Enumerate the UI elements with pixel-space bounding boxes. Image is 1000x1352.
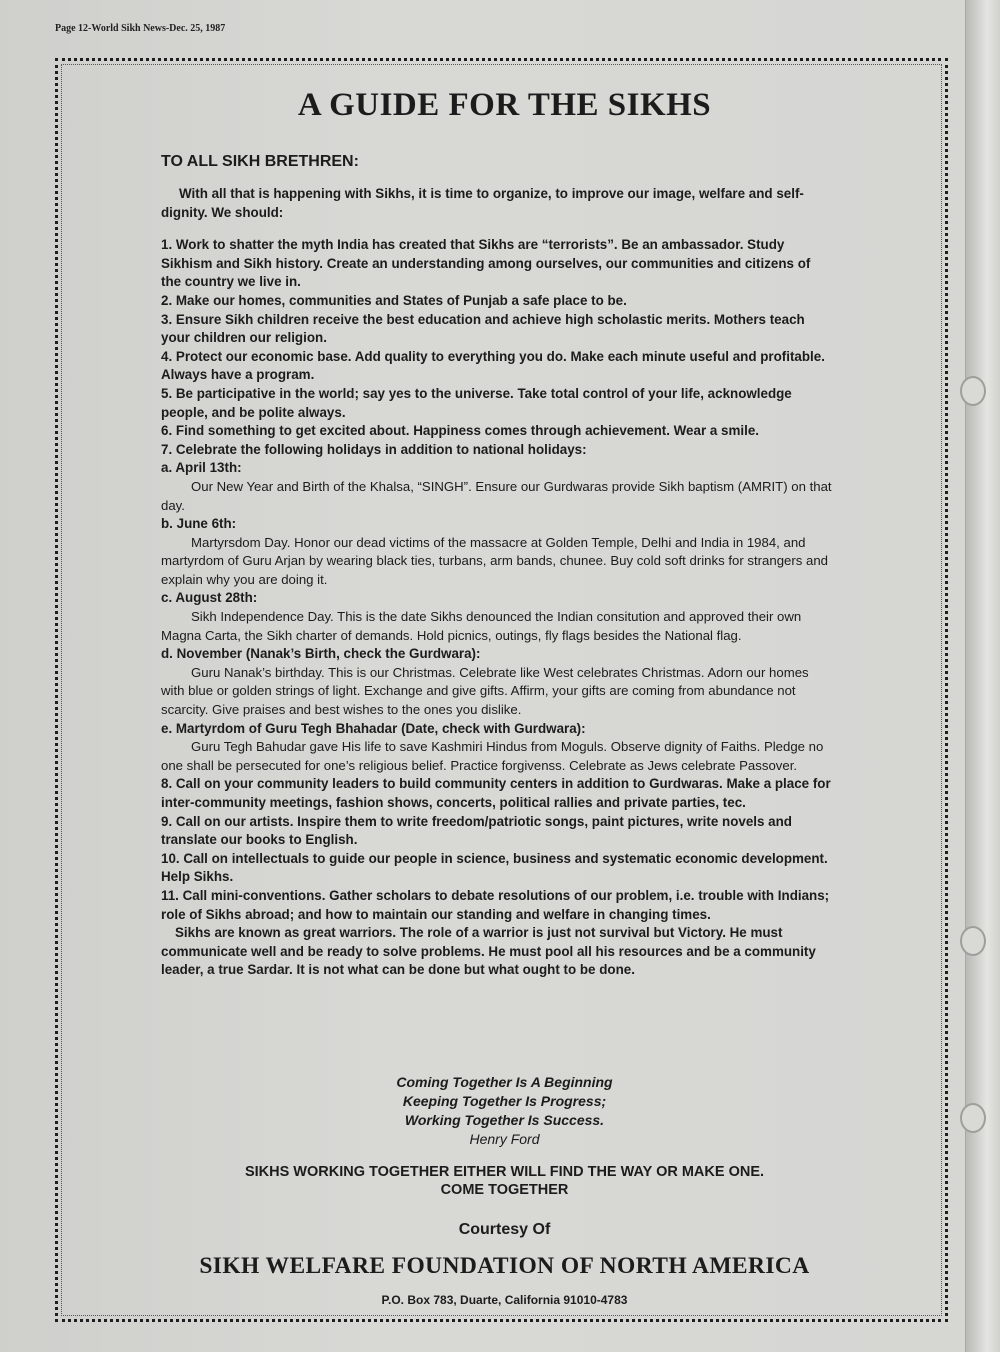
holiday-label-june: b. June 6th:	[161, 516, 237, 532]
point-5: 5. Be participative in the world; say yes to the universe. Take total control of your life, acknowledge people, and be polite always.	[161, 385, 792, 420]
quote-block	[58, 1073, 951, 1149]
point-1: 1. Work to shatter the myth India has created that Sikhs are “terrorists”. Be an ambassador. Study Sikhism and Sikh history. Create an understanding among ourselves, our communities and citizens of the country we live in.	[161, 237, 811, 290]
organization-address: P.O. Box 783, Duarte, California 91010-4783	[381, 1293, 628, 1307]
point-2: 2. Make our homes, communities and States of Punjab a safe place to be.	[161, 292, 627, 308]
point-6: 6. Find something to get excited about. Happiness comes through achievement. Wear a smile.	[161, 423, 760, 439]
point-7: 7. Celebrate the following holidays in addition to national holidays:	[161, 441, 587, 457]
quote-author: Henry Ford	[469, 1131, 540, 1147]
quote-line-1: Coming Together Is A Beginning	[396, 1074, 613, 1090]
holiday-label-november: d. November (Nanak’s Birth, check the Gurdwara):	[161, 646, 481, 662]
quote-line-2: Keeping Together Is Progress;	[402, 1093, 607, 1109]
holiday-text-august: Sikh Independence Day. This is the date Sikhs denounced the Indian consitution and approved their own Magna Carta, the Sikh charter of demands. Hold picnics, outings, fly flags besides the National flag.	[161, 609, 802, 643]
holiday-label-martyrdom: e. Martyrdom of Guru Tegh Bhahadar (Date, check with Gurdwara):	[161, 720, 586, 736]
page-title: A GUIDE FOR THE SIKHS	[297, 87, 712, 123]
slogan-line-1: SIKHS WORKING TOGETHER EITHER WILL FIND THE WAY OR MAKE ONE.	[244, 1164, 765, 1180]
slogan-line-2: COME TOGETHER	[440, 1182, 569, 1198]
point-10: 10. Call on intellectuals to guide our people in science, business and systematic economic development. Help Sikhs.	[161, 850, 828, 885]
point-3: 3. Ensure Sikh children receive the best education and achieve high scholastic merits. Mothers teach your children our religion.	[161, 311, 805, 346]
holiday-text-november: Guru Nanak’s birthday. This is our Christmas. Celebrate like West celebrates Christmas. Adorn our homes with blue or golden strings of light. Exchange and give gifts. Affirm, your gifts are coming from abundance not scarcity. Give praises and best wishes to the ones you dislike.	[161, 664, 809, 718]
organization-name: SIKH WELFARE FOUNDATION OF NORTH AMERICA	[199, 1253, 810, 1279]
slogan-block	[58, 1163, 951, 1199]
point-8: 8. Call on your community leaders to build community centers in addition to Gurdwaras. Make a place for inter-community meetings, fashion shows, concerts, political rallies and private parties, tec.	[161, 776, 831, 810]
advertisement-frame	[55, 58, 948, 1322]
holiday-text-june: Martyrsdom Day. Honor our dead victims of the massacre at Golden Temple, Delhi and India in 1984, and martyrdom of Guru Arjan by wearing black ties, turbans, arm bands, chunee. Buy cold soft drinks for strangers and explain why you are doing it.	[161, 534, 829, 587]
binder-edge	[965, 0, 1000, 1352]
point-11: 11. Call mini-conventions. Gather scholars to debate resolutions of our problem, i.e. trouble with Indians; role of Sikhs abroad; and how to maintain our standing and welfare in changing times.	[161, 887, 830, 922]
holiday-label-april: a. April 13th:	[161, 460, 242, 476]
holiday-text-april: Our New Year and Birth of the Khalsa, “SINGH”. Ensure our Gurdwaras provide Sikh baptism (AMRIT) on that day.	[161, 478, 832, 513]
holiday-label-august: c. August 28th:	[161, 590, 258, 606]
holiday-text-martyrdom: Guru Tegh Bahudar gave His life to save Kashmiri Hindus from Moguls. Observe dignity of Faiths. Pledge no one shall be persecuted for one’s religious belief. Practice forgivenss. Celebrate as Jews celebrate Passover.	[161, 739, 824, 773]
closing-paragraph: Sikhs are known as great warriors. The role of a warrior is just not survival but Victory. He must communicate well and be ready to solve problems. He must pool all his resources and be a community leader, a true Sardar. It is not what can be done but what ought to be done.	[161, 925, 816, 978]
courtesy-label: Courtesy Of	[458, 1221, 551, 1238]
punch-hole	[960, 1103, 986, 1133]
point-9: 9. Call on our artists. Inspire them to write freedom/patriotic songs, paint pictures, write novels and translate our books to English.	[161, 813, 792, 848]
point-4: 4. Protect our economic base. Add quality to everything you do. Make each minute useful and profitable. Always have a program.	[161, 348, 825, 383]
greeting: TO ALL SIKH BRETHREN:	[161, 153, 359, 170]
guide-body	[161, 185, 833, 980]
page-header: Page 12-World Sikh News-Dec. 25, 1987	[55, 23, 226, 34]
quote-line-3: Working Together Is Success.	[404, 1112, 605, 1128]
punch-hole	[960, 376, 986, 406]
intro-paragraph: With all that is happening with Sikhs, it is time to organize, to improve our image, welfare and self-dignity. We should:	[161, 186, 804, 220]
punch-hole	[960, 926, 986, 956]
